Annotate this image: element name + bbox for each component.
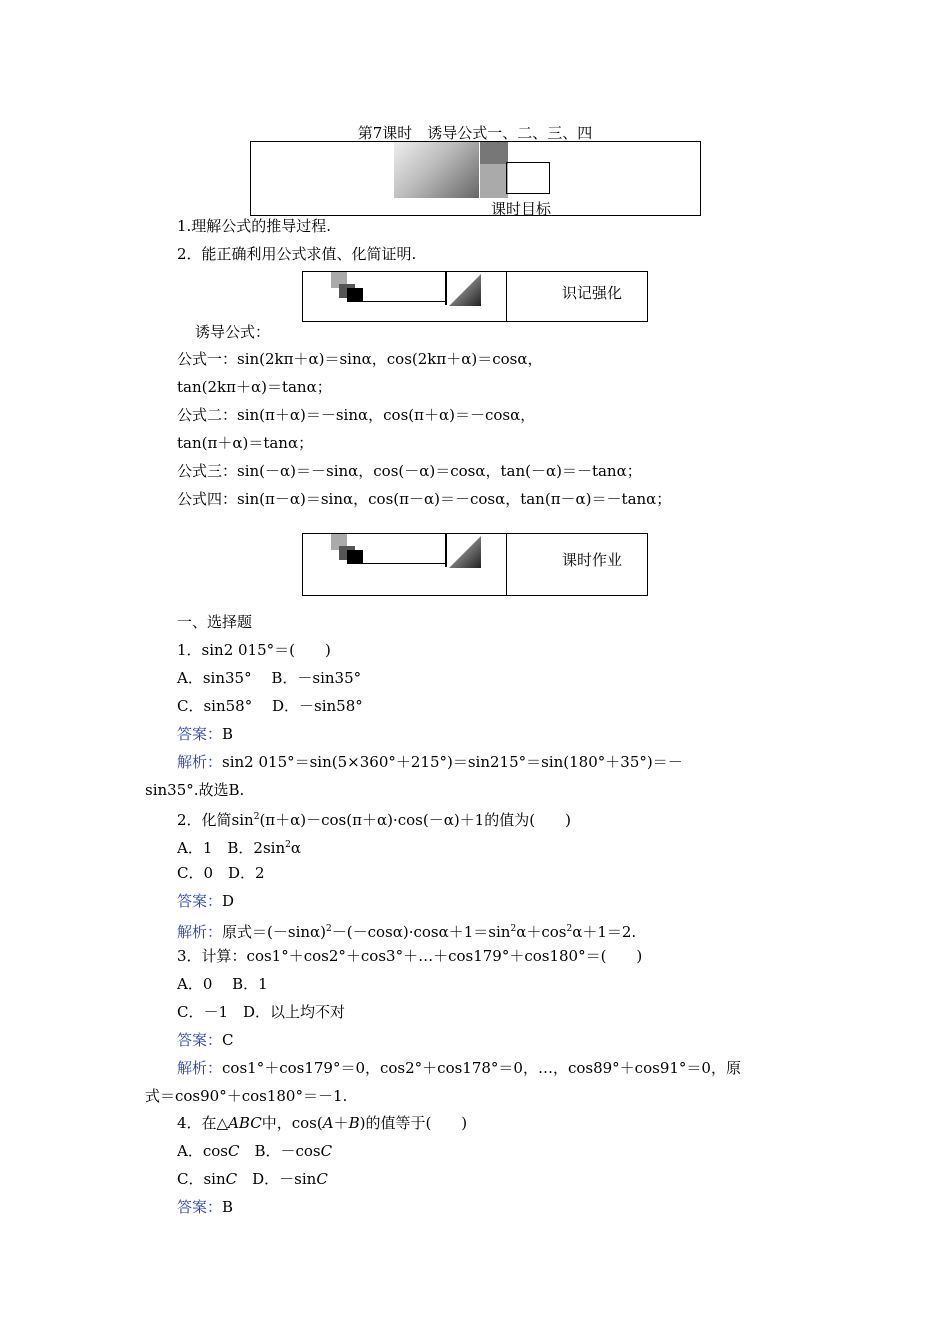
banner-decoration xyxy=(394,142,479,198)
formula-line: 公式一：sin(2kπ＋α)＝sinα，cos(2kπ＋α)＝cosα， xyxy=(177,350,543,368)
banner-decoration xyxy=(347,550,363,564)
banner-decoration xyxy=(347,288,363,302)
banner-divider xyxy=(506,534,507,595)
banner-rule xyxy=(361,301,445,302)
question-1-explanation: 解析：sin2 015°＝sin(5×360°＋215°)＝sin215°＝sin(180°＋35°)＝－ xyxy=(177,753,683,771)
goal-2: 2．能正确利用公式求值、化简证明. xyxy=(177,245,417,263)
question-1-explanation-cont: sin35°.故选B. xyxy=(145,781,245,799)
formula-line: tan(π＋α)＝tanα； xyxy=(177,434,314,452)
formula-line: 公式二：sin(π＋α)＝－sinα，cos(π＋α)＝－cosα， xyxy=(177,406,536,424)
banner-divider xyxy=(506,272,507,321)
question-3-answer: 答案：C xyxy=(177,1031,234,1049)
question-2-options-ab: A．1 B．$2\sin^2\alpha$ xyxy=(177,839,301,857)
banner-triangle-icon xyxy=(449,274,481,306)
question-1-options-ab: A．sin35° B．－sin35° xyxy=(177,669,362,687)
question-4-options-cd: C．sinC D．－sinC xyxy=(177,1170,328,1188)
banner-label: 识记强化 xyxy=(562,284,623,302)
banner-decoration xyxy=(480,142,508,164)
formula-line: tan(2kπ＋α)＝tanα； xyxy=(177,378,332,396)
banner-triangle-icon xyxy=(449,536,481,568)
question-2-answer: 答案：D xyxy=(177,892,235,910)
question-3-explanation: 解析：cos1°＋cos179°＝0，cos2°＋cos178°＝0，…，cos89°＋cos91°＝0，原 xyxy=(177,1059,741,1077)
question-3-explanation-cont: 式＝cos90°＋cos180°＝－1. xyxy=(145,1087,348,1105)
banner-course-goals xyxy=(250,141,701,216)
banner-memory xyxy=(302,271,648,322)
question-2-options-cd: C．0 D．2 xyxy=(177,864,265,882)
banner-label: 课时目标 xyxy=(491,200,552,218)
banner-decoration xyxy=(480,164,508,198)
formula-line: 公式三：sin(－α)＝－sinα，cos(－α)＝cosα，tan(－α)＝－tanα； xyxy=(177,462,642,480)
question-2-explanation: 解析：原式$=(-\sin\alpha)^2-(-\cos\alpha)\cdot\cos\alpha+1=\sin^2\alpha+\cos^2\alpha+1=2$. xyxy=(177,923,637,941)
section-heading: 一、选择题 xyxy=(177,613,253,631)
question-1-stem: 1．sin2 015°＝( ) xyxy=(177,641,331,659)
page-title: 第7课时 诱导公式一、二、三、四 xyxy=(357,124,593,142)
banner-rule xyxy=(361,563,445,564)
question-1-answer: 答案：B xyxy=(177,725,234,743)
question-2-stem: 2．化简$\sin^2(\pi+\alpha)-\cos(\pi+\alpha)\cdot\cos(-\alpha)+1$的值为( ) xyxy=(177,811,571,829)
question-4-options-ab: A．cosC B．－cosC xyxy=(177,1142,333,1160)
banner-divider xyxy=(445,272,447,305)
formula-line: 公式四：sin(π－α)＝sinα，cos(π－α)＝－cosα，tan(π－α)＝－tanα； xyxy=(177,490,672,508)
question-4-stem: 4．在△ABC中，cos(A＋B)的值等于( ) xyxy=(177,1114,468,1132)
banner-decoration xyxy=(506,162,550,194)
question-3-options-cd: C．－1 D．以上均不对 xyxy=(177,1003,346,1021)
banner-label: 课时作业 xyxy=(562,551,623,569)
question-3-options-ab: A．0 B．1 xyxy=(177,975,268,993)
question-1-options-cd: C．sin58° D．－sin58° xyxy=(177,697,363,715)
question-3-stem: 3．计算：cos1°＋cos2°＋cos3°＋…＋cos179°＋cos180°＝( ) xyxy=(177,947,643,965)
goal-1: 1.理解公式的推导过程. xyxy=(177,217,332,235)
question-4-answer: 答案：B xyxy=(177,1198,234,1216)
banner-divider xyxy=(445,534,447,567)
banner-homework xyxy=(302,533,648,596)
formulas-heading: 诱导公式： xyxy=(195,323,271,341)
